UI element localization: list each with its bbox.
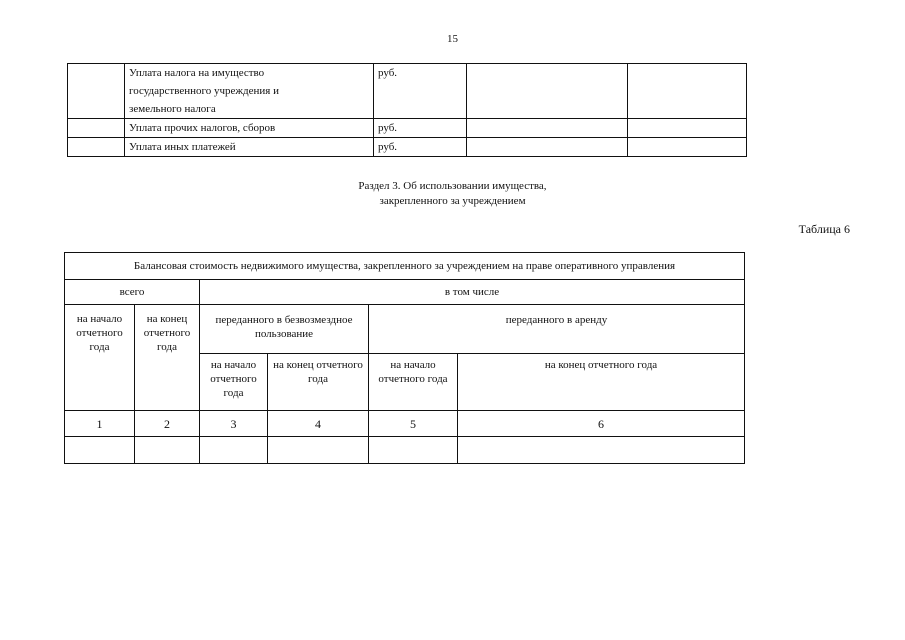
page-number: 15 [447, 33, 458, 45]
table-row [68, 119, 747, 138]
header-free-use-end: на конец отчетного года [268, 354, 369, 411]
header-end-of-year: на конец отчетного года [135, 305, 200, 411]
header-total: всего [65, 280, 200, 305]
section-title [0, 179, 905, 209]
row-unit: руб. [374, 64, 467, 119]
property-balance-table [64, 252, 745, 464]
column-number: 1 [65, 411, 135, 437]
header-rent: переданного в аренду [369, 305, 745, 354]
section-title-line: закрепленного за учреждением [379, 195, 526, 207]
expenses-continuation-table [67, 63, 747, 157]
row-unit: руб. [374, 119, 467, 138]
header-rent-start: на начало отчетного года [369, 354, 458, 411]
row-label: Уплата налога на имущество государственного учреждения и земельного налога [125, 64, 374, 119]
row-label: Уплата прочих налогов, сборов [125, 119, 374, 138]
table-row [65, 437, 745, 464]
table-number-label: Таблица 6 [798, 222, 850, 236]
table-row [68, 64, 747, 119]
column-number: 5 [369, 411, 458, 437]
header-free-use: переданного в безвозмездное пользование [200, 305, 369, 354]
column-number: 4 [268, 411, 369, 437]
section-title-line: Раздел 3. Об использовании имущества, [358, 180, 547, 192]
header-start-of-year: на начало отчетного года [65, 305, 135, 411]
column-number-row [65, 411, 745, 437]
column-number: 2 [135, 411, 200, 437]
table-row [68, 138, 747, 157]
column-number: 6 [458, 411, 745, 437]
table-title: Балансовая стоимость недвижимого имущества, закрепленного за учреждением на праве оперативного управления [65, 253, 745, 280]
header-row [65, 305, 745, 354]
header-rent-end: на конец отчетного года [458, 354, 745, 411]
row-unit: руб. [374, 138, 467, 157]
header-including: в том числе [200, 280, 745, 305]
column-number: 3 [200, 411, 268, 437]
header-row [65, 280, 745, 305]
table-title-row [65, 253, 745, 280]
row-label: Уплата иных платежей [125, 138, 374, 157]
header-free-use-start: на начало отчетного года [200, 354, 268, 411]
